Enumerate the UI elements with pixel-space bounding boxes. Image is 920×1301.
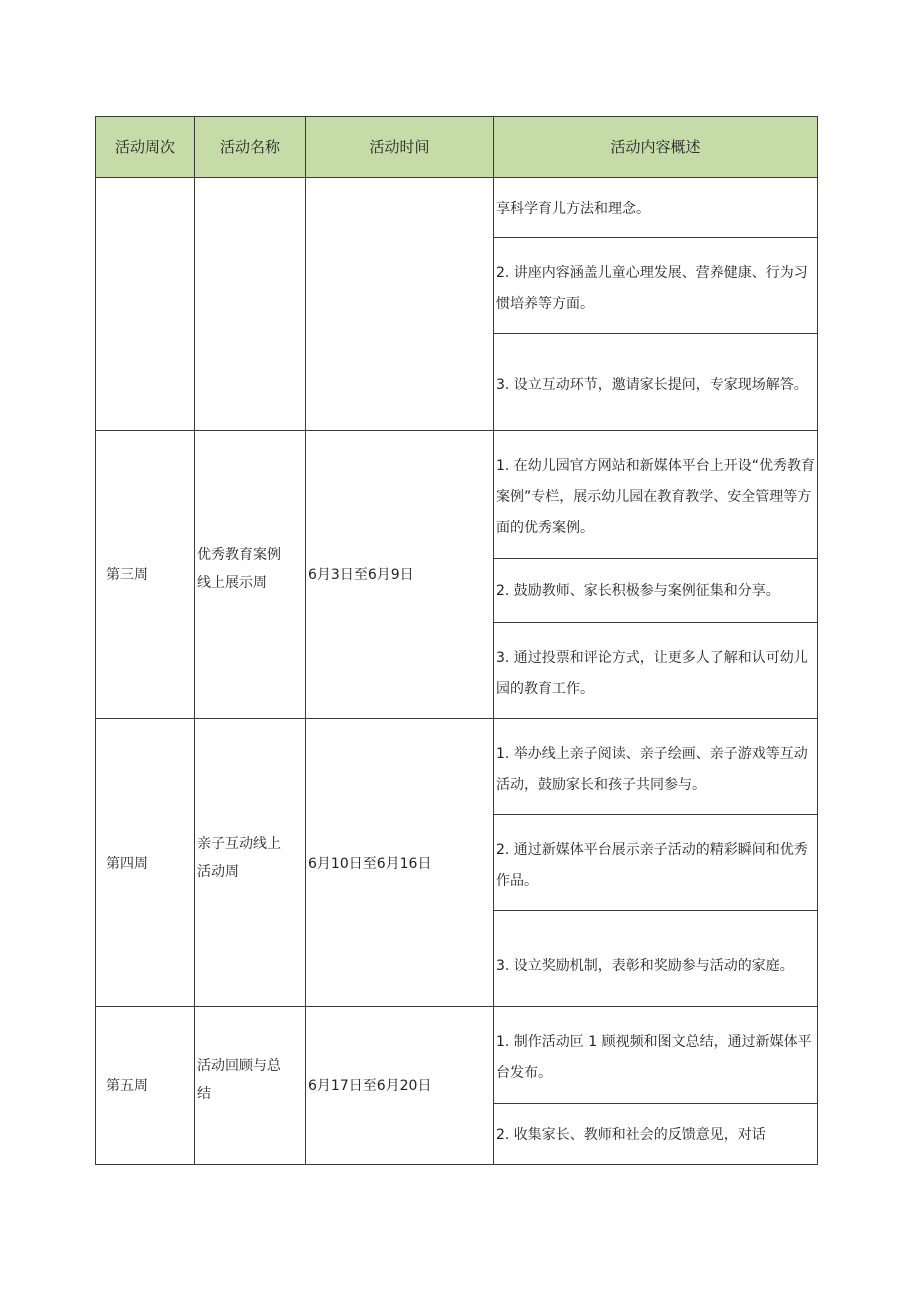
summary-item: 3. 设立互动环节，邀请家长提问，专家现场解答。 [496, 377, 808, 393]
week-label: 第五周 [106, 1078, 148, 1094]
header-summary: 活动内容概述 [610, 138, 701, 156]
activity-name-line: 优秀教育案例 [197, 547, 281, 563]
activity-time: 6月17日至6月20日 [308, 1078, 432, 1094]
activity-name-line: 活动周 [197, 864, 239, 880]
summary-item: 1. 在幼儿园官方网站和新媒体平台上开设“优秀教育案例”专栏，展示幼儿园在教育教学、安全管理等方面的优秀案例。 [496, 458, 816, 536]
activity-name-line: 结 [197, 1086, 211, 1102]
item-divider [493, 622, 817, 623]
summary-item: 1. 制作活动叵 1 顾视频和图文总结，通过新媒体平台发布。 [496, 1034, 812, 1081]
summary-item: 2. 收集家长、教师和社会的反馈意见，对话 [496, 1127, 766, 1143]
activity-name-line: 亲子互动线上 [197, 836, 281, 852]
summary-item: 2. 讲座内容涵盖儿童心理发展、营养健康、行为习惯培养等方面。 [496, 265, 808, 312]
header-week: 活动周次 [114, 138, 175, 156]
item-divider [493, 910, 817, 911]
activity-name [197, 831, 303, 885]
row-divider [96, 430, 817, 431]
activity-schedule-table [95, 116, 818, 1165]
header-time: 活动时间 [369, 138, 430, 156]
item-divider [493, 558, 817, 559]
item-divider [493, 814, 817, 815]
item-divider [493, 1103, 817, 1104]
summary-item: 3. 通过投票和评论方式，让更多人了解和认可幼儿园的教育工作。 [496, 650, 808, 697]
summary-item: 3. 设立奖励机制，表彰和奖励参与活动的家庭。 [496, 958, 794, 974]
summary-item: 2. 通过新媒体平台展示亲子活动的精彩瞬间和优秀作品。 [496, 842, 808, 889]
activity-time: 6月3日至6月9日 [308, 567, 414, 583]
summary-item: 1. 举办线上亲子阅读、亲子绘画、亲子游戏等互动活动，鼓励家长和孩子共同参与。 [496, 746, 808, 793]
activity-time: 6月10日至6月16日 [308, 856, 432, 872]
row-divider [96, 718, 817, 719]
activity-name-line: 线上展示周 [197, 575, 267, 591]
week-label: 第四周 [106, 856, 148, 872]
table-header [96, 117, 817, 178]
week-label: 第三周 [106, 567, 148, 583]
header-name: 活动名称 [219, 138, 280, 156]
activity-name-line: 活动回顾与总 [197, 1058, 281, 1074]
summary-item: 2. 鼓励教师、家长积极参与案例征集和分享。 [496, 583, 780, 599]
activity-name [197, 1053, 303, 1107]
row-divider [96, 1006, 817, 1007]
activity-name [197, 542, 303, 596]
item-divider [493, 333, 817, 334]
item-divider [493, 237, 817, 238]
summary-item: 享科学育儿方法和理念。 [496, 201, 650, 217]
